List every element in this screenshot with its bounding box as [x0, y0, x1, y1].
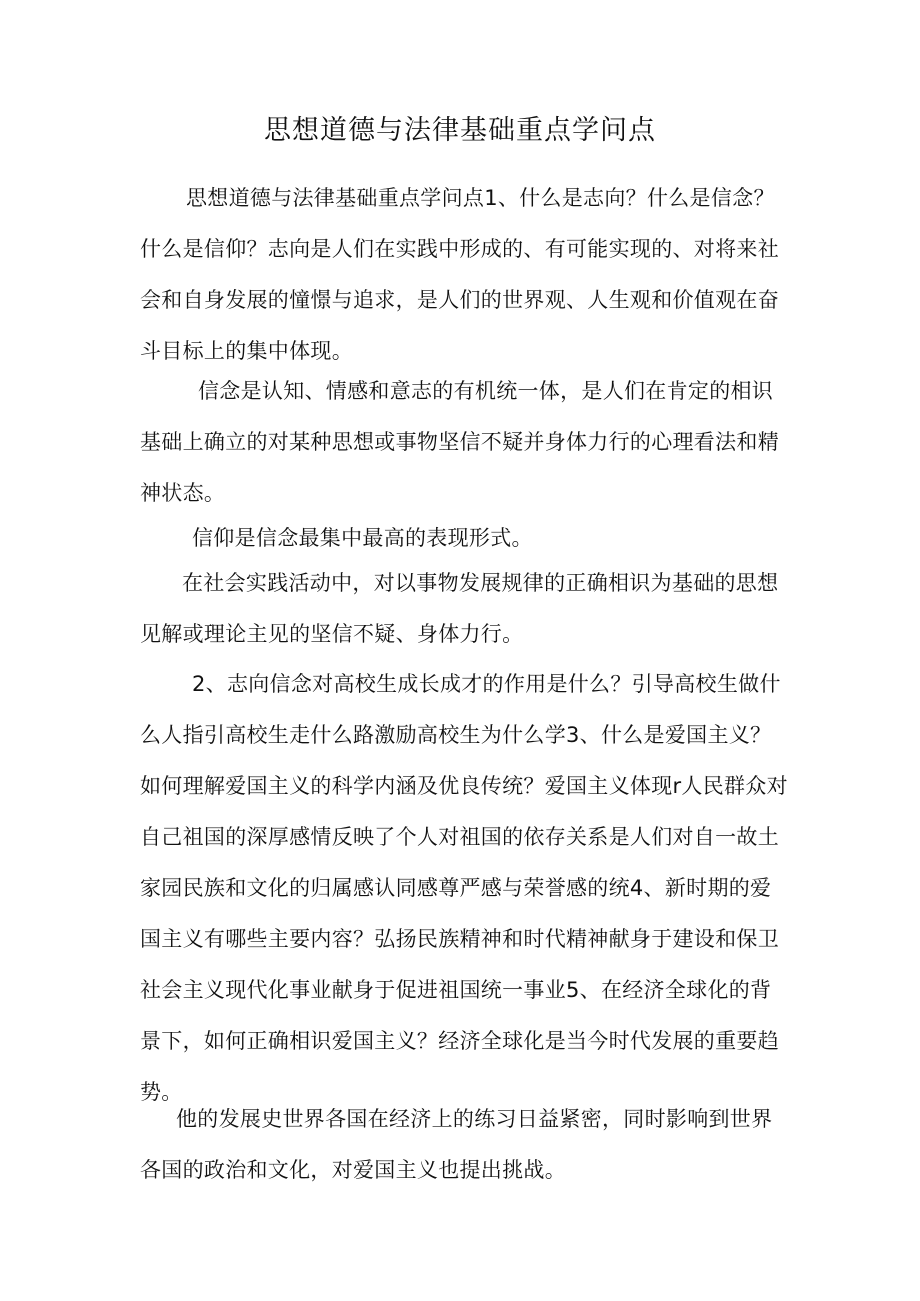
document-title: 思想道德与法律基础重点学问点 — [264, 115, 656, 146]
paragraph-ideal-definition: 思想道德与法律基础重点学问点1、什么是志向？什么是信念？什么是信仰？志向是人们在实践中形成的、有可能实现的、对将来社会和自身发展的憧憬与追求，是人们的世界观、人生观和价值观在奋斗目标上的集中体现。 — [140, 186, 779, 363]
paragraph-social-practice: 在社会实践活动中，对以事物发展规律的正确相识为基础的思想见解或理论主见的坚信不疑、身体力行。 — [140, 571, 779, 646]
paragraph-belief-definition: 信念是认知、情感和意志的有机统一体，是人们在肯定的相识基础上确立的对某种思想或事物坚信不疑并身体力行的心理看法和精神状态。 — [140, 379, 779, 505]
paragraph-patriotism-questions: 2、志向信念对高校生成长成才的作用是什么？引导高校生做什么人指引高校生走什么路激励高校生为什么学3、什么是爱国主义？如何理解爱国主义的科学内涵及优良传统？爱国主义体现r人民群众对自己祖国的深厚感情反映了个人对祖国的依存关系是人们对自一故土家园民族和文化的归属感认同感尊严感与荣誉感的统4、新时期的爱国主义有哪些主要内容？弘扬民族精神和时代精神献身于建设和保卫社会主义现代化事业献身于促进祖国统一事业5、在经济全球化的背景下，如何正确相识爱国主义？经济全球化是当今时代发展的重要趋势。 — [140, 672, 788, 1104]
paragraph-faith-definition: 信仰是信念最集中最高的表现形式。 — [192, 526, 533, 550]
paragraph-globalization: 他的发展史世界各国在经济上的练习日益紧密，同时影响到世界各国的政治和文化，对爱国主义也提出挑战。 — [140, 1107, 773, 1182]
